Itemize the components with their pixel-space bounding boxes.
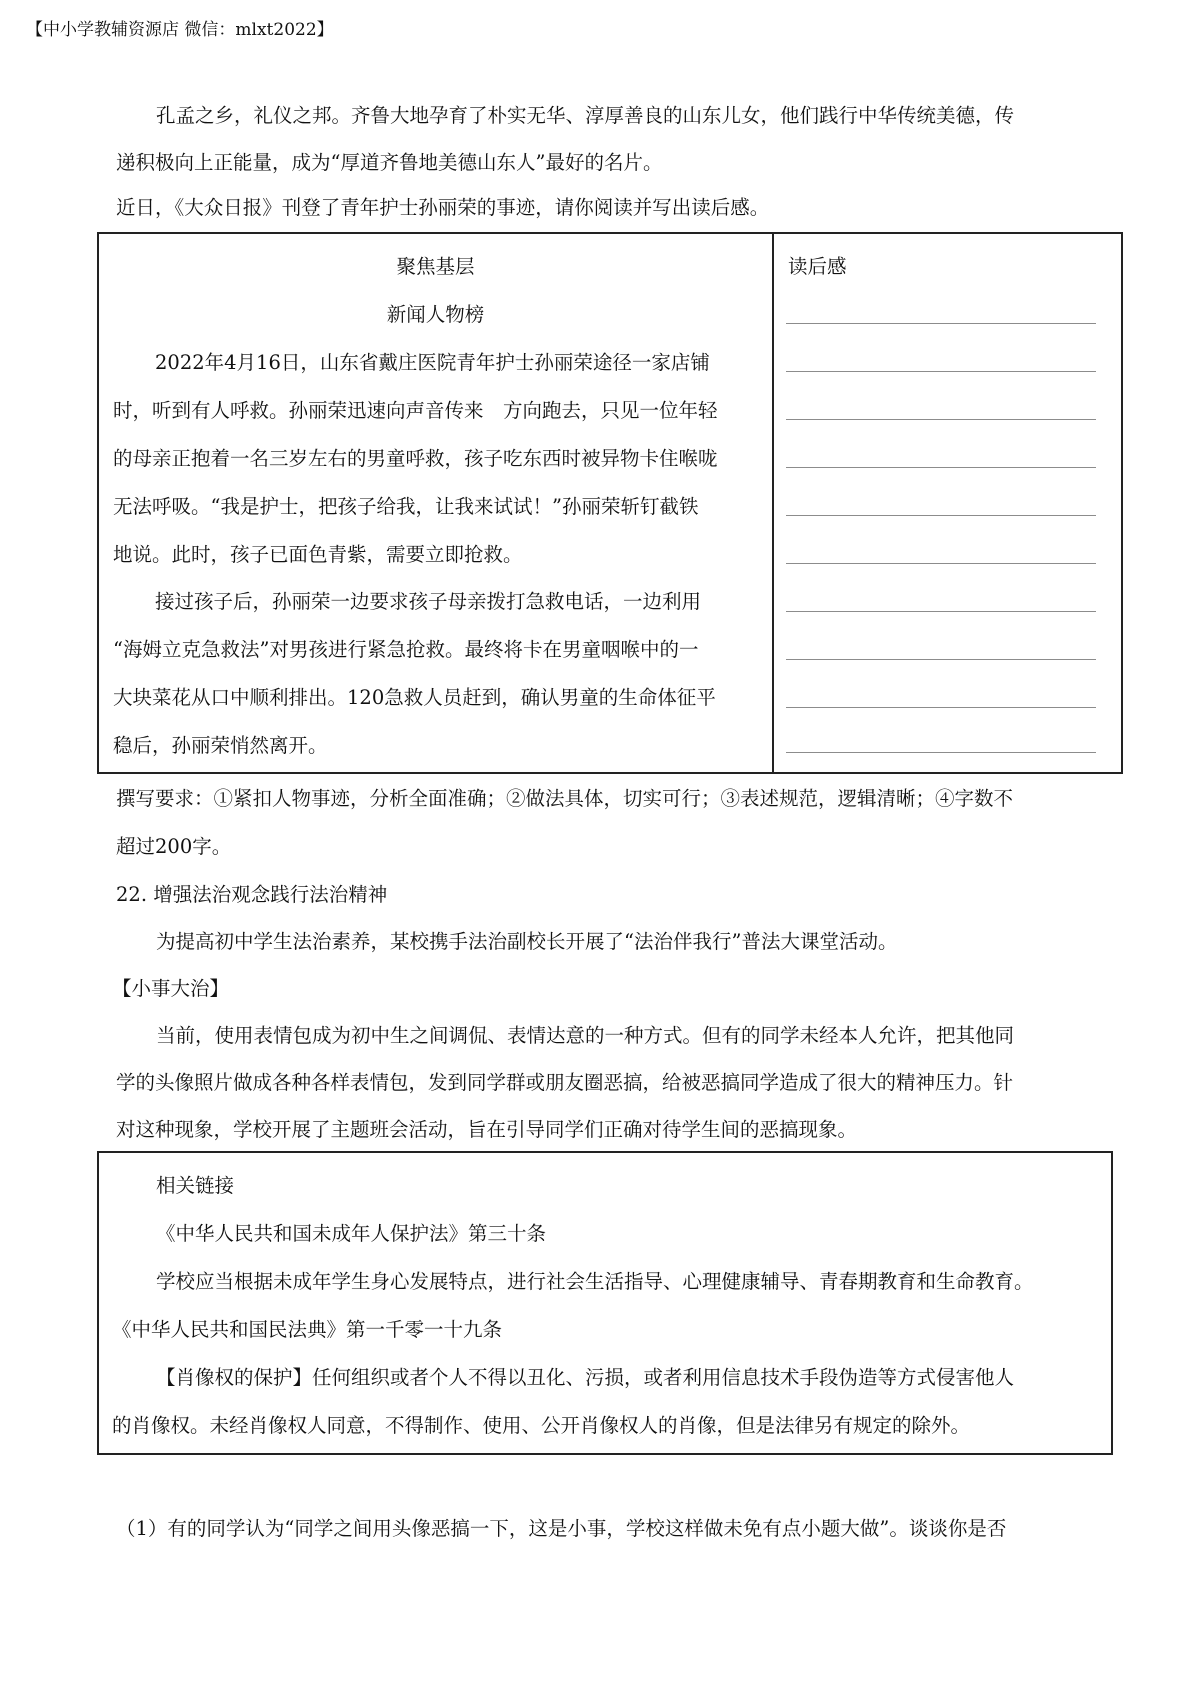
news-para1-line-2: 时，听到有人呼救。孙丽荣迅速向声音传来 方向跑去，只见一位年轻 [113,399,718,422]
scenario-line-2: 学的头像照片做成各种各样表情包，发到同学群或朋友圈恶搞，给被恶搞同学造成了很大的精神压力。针 [116,1071,1014,1094]
writing-line [786,563,1096,564]
writing-line [786,707,1096,708]
section-title: 【小事大治】 [112,977,230,1000]
requirements-line-2: 超过200字。 [116,835,232,858]
question-22-title: 22. 增强法治观念践行法治精神 [116,883,388,906]
law-1-title: 《中华人民共和国未成年人保护法》第三十条 [156,1222,547,1245]
scenario-line-3: 对这种现象，学校开展了主题班会活动，旨在引导同学们正确对待学生间的恶搞现象。 [116,1118,858,1141]
response-title: 读后感 [788,255,847,278]
scenario-line-1: 当前，使用表情包成为初中生之间调侃、表情达意的一种方式。但有的同学未经本人允许，把其他同 [156,1024,1015,1047]
law-2-title: 《中华人民共和国民法典》第一千零一十九条 [112,1318,503,1341]
writing-line [786,467,1096,468]
writing-line [786,515,1096,516]
intro-line-3: 近日，《大众日报》刊登了青年护士孙丽荣的事迹，请你阅读并写出读后感。 [116,196,770,219]
news-para2-line-4: 稳后，孙丽荣悄然离开。 [113,734,328,757]
news-para2-line-3: 大块菜花从口中顺利排出。120急救人员赶到，确认男童的生命体征平 [113,686,716,709]
news-heading: 聚焦基层 [396,255,475,278]
law-1-text: 学校应当根据未成年学生身心发展特点，进行社会生活指导、心理健康辅导、青春期教育和生命教育。 [156,1270,1034,1293]
related-links-title: 相关链接 [156,1174,235,1197]
law-2-text-line-1: 【肖像权的保护】任何组织或者个人不得以丑化、污损，或者利用信息技术手段伪造等方式侵害他人 [156,1366,1015,1389]
intro-line-1: 孔孟之乡，礼仪之邦。齐鲁大地孕育了朴实无华、淳厚善良的山东儿女，他们践行中华传统美德，传 [156,104,1015,127]
related-links-box [97,1151,1113,1455]
sub-question-1: （1）有的同学认为“同学之间用头像恶搞一下，这是小事，学校这样做未免有点小题大做”。谈谈你是否 [116,1517,1007,1540]
question-22-intro: 为提高初中学生法治素养，某校携手法治副校长开展了“法治伴我行”普法大课堂活动。 [156,930,898,953]
news-para1-line-5: 地说。此时，孩子已面色青紫，需要立即抢救。 [113,543,523,566]
page-header: 【中小学教辅资源店 微信：mlxt2022】 [26,20,334,40]
news-para1-line-1: 2022年4月16日，山东省戴庄医院青年护士孙丽荣途径一家店铺 [155,351,710,374]
table-divider [772,232,774,774]
writing-line [786,659,1096,660]
news-para2-line-1: 接过孩子后，孙丽荣一边要求孩子母亲拨打急救电话，一边利用 [155,590,702,613]
writing-line [786,611,1096,612]
news-para2-line-2: “海姆立克急救法”对男孩进行紧急抢救。最终将卡在男童咽喉中的一 [113,638,699,661]
writing-line [786,752,1096,753]
news-para1-line-4: 无法呼吸。“我是护士，把孩子给我，让我来试试！”孙丽荣斩钉截铁 [113,495,699,518]
news-subheading: 新闻人物榜 [386,303,485,326]
law-2-text-line-2: 的肖像权。未经肖像权人同意，不得制作、使用、公开肖像权人的肖像，但是法律另有规定的除外。 [112,1414,971,1437]
intro-line-2: 递积极向上正能量，成为“厚道齐鲁地美德山东人”最好的名片。 [116,151,663,174]
writing-line [786,419,1096,420]
news-para1-line-3: 的母亲正抱着一名三岁左右的男童呼救，孩子吃东西时被异物卡住喉咙 [113,447,718,470]
writing-line [786,323,1096,324]
writing-line [786,371,1096,372]
requirements-line-1: 撰写要求：①紧扣人物事迹，分析全面准确；②做法具体，切实可行；③表述规范，逻辑清晰；④字数不 [116,787,1014,810]
